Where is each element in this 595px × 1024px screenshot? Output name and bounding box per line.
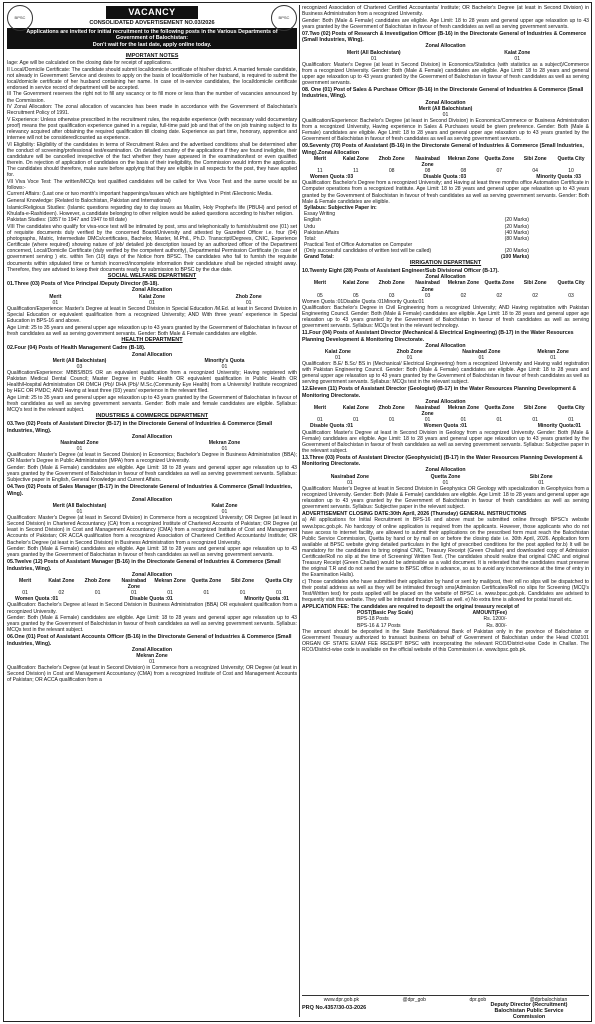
- zone-value: 01: [424, 417, 431, 424]
- note-item: Islamic/Religious Studies: (Islamic questions regarding day to day issues as Muslim, Holy Prophet's life (PBUH) and period of Khulafa-e-Rashideen). However, a candidate belonging to other religion would be asked questions according to his/her religion.: [7, 204, 297, 217]
- zone-name: Quetta City: [557, 405, 585, 412]
- zone-value: 01: [370, 55, 377, 62]
- zone-value: 03: [388, 292, 395, 299]
- left-post-title: 03.Two (02) Posts of Assistant Director (B-17) in the Directorate General of Industries & Commerce (Small Industries, Wing).: [7, 421, 273, 434]
- zone-name: Nasirabad Zone: [462, 348, 501, 355]
- left-post-age-limit: Age Limit: 25 to 35 years and general upper age relaxation up to 43 years granted by the Government of Balochistan in favour of fresh candidates as well as serving government servants. Gender: Both male and female candidates are eligible. Syllabus: MCQ's test in the relevant subject.: [7, 394, 297, 413]
- irrigation-post-qualification: Qualification: Master's Degree at least in Second Division in Geophysics OR Geology with specialization in Geophysics from a recognized University. Gender: Both (Male & Female) candidates are eligible. Age Limit: 18 to 28 years and general upper age relaxation up to 43 years granted by the Government of Balochistan in favour of fresh candidates as well as serving government servants. Syllabus: Subjective paper in the relevant subject.: [302, 485, 589, 511]
- social-link: dpr.gob: [469, 997, 487, 1003]
- note-item: Current Affairs: (Last one or two month's important happenings/issues which are highlighted in Print /Electronic Media.: [7, 191, 273, 198]
- zone-value: 01: [317, 417, 323, 424]
- irrigation-post-zone-heading: Zonal Allocation: [425, 342, 466, 349]
- syllabus-subject: Pakistan Affairs: [304, 229, 340, 236]
- irrigation-post-zone-heading: Zonal Allocation: [425, 399, 466, 406]
- instruction-d: The amount should be deposited in the State Bank/National Bank of Pakistan only in the province of Balochistan or Government Treasury authorized to transact business on behalf of Government of Balochistan under the Head C02101 ORGAN OF STATE EXAM FEE RECEIPT BPSC with incorporating the relevant RCO/District-wise Code in Challan. The RCO/District-wise code is available on the official website of this Commission i.e. www.bpsc.gob.pk.: [302, 628, 589, 653]
- social-link: @dprbalochistan: [529, 997, 568, 1003]
- fee-col-amount: AMOUNT(Fee): [472, 610, 507, 617]
- right-posts: [302, 31, 589, 205]
- signature-line-1: Deputy Director (Recruitment): [490, 1002, 568, 1008]
- zone-name: Nasirabad Zone: [330, 473, 369, 480]
- syllabus-marks: (20 Marks): [504, 217, 529, 224]
- zone-value: 01: [245, 299, 252, 306]
- zone-name: Kalat Zone: [342, 155, 369, 162]
- zone-name: Merit: [19, 578, 32, 585]
- zone-name: Nasirabad Zone: [415, 280, 440, 293]
- zone-value: 04: [532, 168, 539, 175]
- zone-name: Sibi Zone: [523, 405, 547, 412]
- zone-name: Zhob Zone: [378, 280, 405, 287]
- left-post-age-limit: Age Limit: 25 to 35 years and general upper age relaxation up to 43 years granted by the Government of Balochistan in favour of fresh candidates as well as serving government servants. Gender: Both Male & Female candidates are eligible.: [7, 324, 297, 337]
- note-item: III The Government reserves the right not to fill any vacancy or to fill more or less than the number of vacancies announced by the Commission.: [7, 91, 297, 104]
- practical-note: (Only successful candidates of written test will be called): [304, 247, 432, 254]
- zone-name: Zhob Zone: [84, 578, 111, 585]
- left-post-dept-heading: SOCIAL WELFARE DEPARTMENT: [107, 273, 197, 280]
- grand-total-marks: (100 Marks): [500, 253, 529, 260]
- zone-name: Kalat Zone: [138, 293, 166, 300]
- syllabus-subject: Total:: [304, 235, 317, 242]
- practical-marks: (20 Marks): [504, 247, 529, 254]
- zone-value: 01: [532, 417, 539, 424]
- zone-name: Zhob Zone: [235, 293, 262, 300]
- irrigation-heading: IRRIGATION DEPARTMENT: [409, 260, 482, 267]
- column-divider: [299, 5, 300, 1017]
- zone-value: 05: [352, 292, 359, 299]
- fee-heading: APPLICATION FEE: The candidates are required to deposit the original treasury receipt of: [302, 603, 519, 610]
- zone-name: Mekran Zone: [208, 440, 241, 447]
- practical-label: Practical Test of Office Automation on Computer: [304, 241, 413, 248]
- prq-number: PRQ No.4357/30-03-2026: [302, 1005, 367, 1011]
- emblem-left-icon: BPSC: [7, 5, 33, 31]
- zone-value: 01: [149, 299, 155, 306]
- zone-name: Zhob Zone: [378, 155, 405, 162]
- fee-rows: [357, 616, 507, 628]
- zone-name: Quetta City: [265, 578, 293, 585]
- zone-value: 03: [424, 292, 431, 299]
- fee-post: BPS-16 & 17 Posts: [357, 622, 401, 629]
- quota-item: Women Quota :01: [423, 423, 467, 430]
- zone-value: 01: [221, 446, 228, 453]
- irrigation-post-title: 11.Four (04) Posts of Assistant Director (Mechanical & Electrical Engineering) (B-17) in the Water Resources Planning Development & Monitoring Directorate.: [302, 330, 574, 343]
- zone-name: Mekran Zone: [154, 578, 186, 585]
- social-link: www.dpr.gob.pk: [323, 997, 360, 1003]
- note-item: V Experience: Unless otherwise prescribed in the recruitment rules, the requisite experience (with necessary valid documentary proof) means the post qualification experience gained in a regular, full-time paid job and that of the on job training subject to its relevancy acquired after obtaining the required qualification till closing date. Experience as part time, honorary, apprentice and internee will not be considered/counted as experience.: [7, 116, 297, 142]
- left-post-qualification: Qualification: Bachelor's Degree at least in Second Division in Business Administration (BBA) OR equivalent qualification from a recognized University.: [7, 602, 297, 615]
- zone-name: Quetta Zone: [430, 473, 461, 480]
- left-post-dept-heading: HEALTH DEPARTMENT: [121, 337, 183, 344]
- left-posts: [7, 273, 297, 683]
- right-post-title: 07.Two (02) Posts of Research & Investigation Officer (B-16) in the Directorate General of Industries & Commerce (Small Industries, Wing).: [302, 30, 587, 44]
- left-column: [7, 5, 297, 1017]
- right-post-title: 09.Seventy (70) Posts of Assistant (B-16) in the Directorate General of Industries & Commerce (Small Industries, Wing).Zonal Allocation: [302, 143, 584, 156]
- left-post-qualification: Qualification: Master's Degree (at least in Second Division) in Commerce from a recognized University; OR Degree (at least in Second Division) in Chartered Accountancy (CA) from a recognized Institute of Chartered Accounts of Pakistan; OR Degree (at least in Second Division) in Cost and Management Accountancy (CMA) from a recognized Institute of Cost and Management Accounts of Pakistan; OR ACCA qualification from a recognized Association of Chartered Certified Accountants/ Institute; OR Bachelor's Degree (at least in Second Division) in Business Administration from a recognized University.: [7, 515, 297, 546]
- left-post-qualification: Qualification/Experience: MBBS/BDS OR an equivalent qualification from a recognized University; Having registered with Pakistan Medical Dental Council; Master Degree in Public Health OR equivalent qualification in Public Health OR Health/Hospital Administration OR DMCH (Pb)/ DHA (Pb)/ M.Sc.(Community Eye Health) from a University/ Institute recognized by HEC OR PMDC; AND Having at least three (03) years' experience in the relevant filed.: [7, 369, 297, 395]
- zone-name: Quetta Zone: [484, 155, 515, 162]
- note-item: VII Viva Voce Test: The written/MCQs test qualified candidates will be called for Viva Voce Test and the same would be as follows:-: [7, 178, 297, 191]
- quota-item: Disable Quota :01: [310, 423, 354, 430]
- zone-name: Sibi Zone: [523, 155, 547, 162]
- instruction-a: a) All applications for Initial Recruitment in BPS-16 and above must be submitted online through BPSC's website www.bpsc.gob.pk. No hardcopy of online application is required from the applicants. However, those applicants who do not have access to internet facility, are allowed to submit their applications on the prescribed form must reach the Balochistan Public Service Commission, Quetta by hand or by mail on or before the closing date i.e. 30th April, 2026. Application form available at BPSC website giving detailed particulars in the light of prescribed conditions for the post applied for.b) It will be mandatory for the candidates to bring original CNIC, Treasury Receipt (Green Challan) and downloaded copy of Admission Certificate/Roll no slip at the time of Screening/ Written Test. (The candidates should realize that original CNIC and original Treasury Receipt (Green Challan) would be admissible as a valid document. It is reiterated that the candidates must preserve the original T.R and do not send the same to BPSC office in advance, so as to avoid any inconvenience at the time of entry in the Examination Halls).: [302, 517, 589, 579]
- syllabus-heading: Syllabus: Subjective Paper in:: [304, 205, 377, 212]
- zone-value: 03: [568, 292, 574, 299]
- zone-value: 02: [58, 590, 65, 597]
- zone-value: 01: [52, 299, 59, 306]
- zone-value: 11: [353, 168, 359, 175]
- advertisement-page: [3, 2, 592, 1022]
- fee-post: BPS-18 Posts: [357, 616, 389, 623]
- syllabus-essay: Essay Writing: [304, 211, 336, 218]
- quota-item: Minority Quota:01: [537, 423, 581, 430]
- left-post-age-limit: Gender: Both (Male & Female) candidates are eligible. Age Limit: 18 to 28 years and general upper age relaxation up to 43 years granted by the Government of Balochistan in favour of fresh candidates as well as serving government servants. Syllabus: MCQs test in the relevant subject.: [7, 615, 297, 634]
- syllabus-subject: English: [304, 217, 321, 224]
- zone-name: Kalat Zone: [342, 280, 369, 287]
- zone-value: 01: [276, 590, 282, 597]
- zone-value: 10: [568, 168, 574, 175]
- irrigation-post-zone-values: [302, 480, 589, 486]
- zone-name: Zhob Zone: [378, 405, 405, 412]
- zone-name: Kalat Zone: [324, 348, 351, 355]
- zone-value: 05: [317, 292, 323, 299]
- zone-name: Minority's Quota: [204, 357, 245, 364]
- zone-value: 01: [406, 354, 413, 361]
- fee-amount: Rs. 1200/-: [483, 616, 507, 623]
- irrigation-post-title: 13.Three (03) Posts of Assistant Director (Geophysicist) (B-17) in the Water Resources Planning Development & Monitoring Directorate.: [302, 454, 583, 468]
- general-heading: ADVERTISEMENT CLOSING DATE:30th April, 2026 (Thursday) GENERAL INSTRUCTIONS: [302, 511, 527, 518]
- zone-name: Kalat Zone: [342, 405, 369, 412]
- irrigation-post-qualification: Qualification: B.E/ B.Sc/ BS in (Mechanical/ Electrical Engineering) from a recognized University and Having valid registration with Pakistan Engineering Council. Gender: Both (Male & Female) candidates are eligible. Age Limit: 18 to 28 years and general upper age relaxation up to 43 years granted by the Government of Balochistan in favour of fresh candidates as well as serving government servants. Syllabus: MCQs test in the relevant subject.: [302, 361, 589, 386]
- zone-name: Nasirabad Zone: [415, 155, 440, 169]
- zone-value: 01: [76, 509, 83, 516]
- left-post-zone-heading: Zonal Allocation: [131, 287, 173, 294]
- note-item: Pakistan Studies: (1857 to 1947 and 1947 to till date): [7, 217, 127, 224]
- quota-item: Women Quota :03: [310, 174, 354, 181]
- right-post-zone-heading: Zonal Allocation: [425, 99, 466, 106]
- zone-value: 01: [442, 111, 449, 118]
- quota-item: Minority Quota :01: [244, 596, 289, 603]
- zone-name: Mekran Zone: [537, 348, 569, 355]
- zone-name: Merit (All Balochistan): [52, 503, 107, 509]
- header: [7, 5, 297, 53]
- zone-value: 01: [335, 354, 341, 361]
- notes-list: [7, 60, 297, 273]
- irrigation-post-zone-heading: Zonal Allocation: [425, 467, 466, 474]
- left-post-zone-values: [7, 364, 297, 370]
- syllabus-marks: (20 Marks): [504, 223, 529, 230]
- zone-name: Sibi Zone: [529, 473, 553, 480]
- post-06-gender: Gender: Both (Male & Female) candidates are eligible. Age Limit: 18 to 28 years and general upper age relaxation up to 43 years granted by the Government of Balochistan in favour of fresh candidates as well as serving government servants.: [302, 17, 589, 30]
- zone-name: Merit: [313, 155, 327, 162]
- zone-value: 01: [538, 479, 545, 486]
- zone-name: Merit: [313, 405, 327, 412]
- right-post-qualification: Qualification/Experience: Bachelor's Degree (at least in Second Division) in Economics/Commerce or Business Administration from a recognized University, Having experience in Sales & Purchases would be given preference. Gender: Both (Male & Female) candidates are eligible. Age Limit: 18 to 28 years and general upper age relaxation up to 43 years granted by the Government of Balochistan in favour of fresh candidates as well as serving government servants.: [302, 118, 589, 143]
- irrigation-post-quota-row: [302, 423, 589, 429]
- zone-value: 01: [239, 590, 246, 597]
- zone-value: 11: [317, 168, 323, 175]
- zone-name: Zhob Zone: [396, 348, 423, 355]
- zone-name: Merit (All Balochistan): [418, 105, 473, 112]
- right-post-zone-heading: Zonal Allocation: [425, 43, 466, 50]
- right-post-title: 08. One (01) Post of Sales & Purchase Officer (B-16) in the Directorate General of Industries & Commerce (Small Industries, Wing).: [302, 87, 584, 100]
- zone-name: Mekran Zone: [136, 653, 168, 660]
- zone-value: 02: [496, 292, 503, 299]
- zone-name: Nasirabad Zone: [60, 440, 99, 447]
- left-post-title: 04.Two (02) Posts of Sales Manager (B-17) in the Directorate General of Industries & Commerce (Small Industries, Wing).: [7, 484, 293, 497]
- syllabus-rows: [304, 217, 589, 241]
- zone-name: Merit: [313, 280, 327, 287]
- fee-table: [357, 610, 507, 628]
- left-post-zone-values: [7, 300, 297, 306]
- zone-value: 01: [221, 363, 228, 370]
- left-post-zone-heading: Zonal Allocation: [131, 496, 173, 503]
- right-post-zone-names: [302, 156, 589, 168]
- left-post-zone-heading: Zonal Allocation: [131, 646, 173, 653]
- zone-value: 01: [478, 354, 485, 361]
- zone-value: 01: [131, 590, 137, 597]
- signature-block: [469, 1002, 589, 1021]
- irrigation-post-quota-line: Women Quota :01Disable Quota :01Minority Quota:01: [302, 298, 425, 305]
- zone-value: 01: [442, 479, 449, 486]
- irrigation-post-zone-heading: Zonal Allocation: [425, 274, 466, 281]
- post-06-continued: recognized Association of Chartered Certified Accountants/ Institute; OR Bachelor's Degree (at least in Second Division) in Business Administration from a recognized University.: [302, 5, 589, 18]
- zone-value: 01: [94, 590, 101, 597]
- zone-name: Kalat Zone: [48, 578, 75, 585]
- lead-text-2: Don't wait for the last date, apply online today.: [92, 41, 212, 48]
- syllabus-marks: (40 Marks): [504, 229, 529, 236]
- left-post-zone-names: [7, 578, 297, 590]
- zone-value: 01: [352, 417, 359, 424]
- zone-value: 01: [76, 446, 83, 453]
- irrigation-post-zone-values: [302, 293, 589, 299]
- zone-value: 02: [532, 292, 539, 299]
- emblem-right-icon: BPSC: [271, 5, 297, 31]
- instruction-c: c) Those candidates who have submitted their application by hand or sent by mail/post, their roll no slips will be dispatched to their postal address as well as they will be intimated through sms(Admission Certificates/Roll no slips for Screening (MCQ's Test/Written test) for posts applied will be placed on the website of BPSC i.e. www.bpsc.gob.pk. Candidates are advised to frequently visit this website. They will be intimated through SMS as well. e) No extra time is allowed for postal transit etc.: [302, 578, 589, 604]
- lead-text: Applications are invited for initial recruitment to the following posts in the Various Departments of Government of Balochistan:: [26, 29, 278, 42]
- footer: [302, 995, 589, 1019]
- irrigation-posts: [302, 268, 589, 510]
- irrigation-post-zone-names: [302, 280, 589, 292]
- notes-heading: IMPORTANT NOTES: [125, 53, 179, 59]
- zone-value: 08: [424, 168, 431, 175]
- zone-name: Nasirabad Zone: [121, 578, 147, 591]
- zone-name: Sibi Zone: [523, 280, 547, 287]
- left-post-title: 05.Twelve (12) Posts of Assistant Manager (B-16) in the Directorate General of Industries & Commerce (Small Industries, Wing).: [7, 559, 281, 572]
- zone-name: Quetta City: [557, 155, 585, 162]
- zone-name: Quetta Zone: [484, 280, 515, 287]
- zone-value: 01: [568, 417, 574, 424]
- zone-value: 01: [167, 590, 173, 597]
- zone-value: 01: [514, 55, 521, 62]
- fee-amount: Rs. 800/-: [486, 622, 507, 629]
- irrigation-post-qualification: Qualification: Master's Degree at least in Second Division in Geology from a recognized University. Gender: Both (Male & Female) candidates are eligible. Age Limit: 18 to 28 years and general upper age relaxation up to 43 years granted by the Government of Balochistan in favour of fresh candidates as well as serving government servants. Syllabus: Subjective paper in the relevant subject.: [302, 429, 589, 454]
- zone-value: 03: [76, 363, 83, 370]
- note-item: IV Zonal Allocation: The zonal allocation of vacancies has been made in accordance with the Government of Balochistan's Recruitment Policy of 1991.: [7, 104, 297, 117]
- left-post-zone-heading: Zonal Allocation: [131, 351, 173, 358]
- left-post-qualification: Qualification/Experience: Master's Degree at least in Second Division in Special Education /M.Ed. at least in Second Division in Special Education or equivalent qualification from a recognized University; AND With three years' experience in Special Education in BPS-16 and above.: [7, 305, 297, 324]
- left-post-title: 02.Four (04) Posts of Health Management Cadre (B-18).: [7, 345, 146, 352]
- zone-value: 01: [460, 417, 467, 424]
- lead-banner: [7, 28, 297, 49]
- right-column: [302, 5, 589, 991]
- irrigation-post-qualification: Qualification: Bachelor's Degree in Civil Engineering from a recognized University; AND Having registration with Pakistan Engineering Council. Gender: Both (Male & Female) candidates are eligible. Age Limit: 18 to 28 years and general upper age relaxation up to 43 years granted by the Government of Balochistan in favour of fresh candidates as well as serving government servants. Syllabus: MCQs test in the relevant technology.: [302, 304, 589, 330]
- note-item: II Local/Domicile Certificate: The candidate should submit local/domicile certificate of his/her district. A married female candidate, not already in Government Service and desires to apply on the basis of local/domicile of her husband, is required to submit the local/domicile certificate of her husband containing her name. In case of in-service candidates, the local/domicile certificate endorsed in service record of department will be accepted.: [7, 66, 297, 91]
- syllabus-marks: (80 Marks): [504, 235, 529, 242]
- zone-name: Mekran Zone: [447, 155, 480, 162]
- irrigation-post-zone-names: [302, 405, 589, 417]
- zone-name: Mekran Zone: [447, 405, 480, 412]
- quota-item: Disable Quota :01: [129, 596, 173, 603]
- zone-name: Kalat Zone: [211, 503, 238, 509]
- zone-value: 08: [460, 168, 467, 175]
- left-post-qualification: Qualification: Master's Degree (at least in Second Division) in Economics; Bachelor's Degree in Business Administration (BBA); OR Master's Degree in Public Administration (MPA) from a recognized University.: [7, 452, 297, 465]
- zone-name: Merit (All Balochistan): [52, 357, 107, 364]
- left-post-zone-heading: Zonal Allocation: [131, 571, 173, 578]
- zone-name: Quetta Zone: [191, 578, 222, 585]
- irrigation-post-title: 12.Eleven (11) Posts of Assistant Director (Geologist) (B-17) in the Water Resources Planning Development & Monitoring Directorate.: [302, 386, 577, 399]
- quota-item: Minority Quota :03: [536, 174, 581, 181]
- signature-line-2: Balochistan Public Service: [494, 1008, 564, 1015]
- grand-total-label: Grand Total:: [304, 253, 334, 260]
- zone-value: 01: [550, 354, 556, 361]
- left-post-qualification: Qualification: Bachelor's Degree (at least in Second Division) in Commerce from a recognized University; OR Degree (at least in Second Division) in Cost and Management Accountancy (CMA) from a recognized Institute of Cost and Management Accounts of Pakistan; OR ACCA qualification from a: [7, 665, 297, 684]
- zone-value: 01: [149, 659, 155, 666]
- zone-name: Kalat Zone: [504, 49, 531, 56]
- left-post-dept-heading: INDUSTRIES & COMMERCE DEPARTMENT: [95, 413, 209, 420]
- note-item: VIII The candidates who qualify for viva-voce test will be intimated by post, sms and telephonically to furnish/submit one (01) set of requisite documents duly verified by the concerned Board/University and attested by Gazetted Officer i.e. four (04) photographs, Matric, Intermediate DMCs/certificates, Bachelor, Master, M.Phil., Ph.D. Transcript/Degrees, CNIC, Experience Certificate (where required) showing nature of job/ detailed job description issued by an authorized officer of the Department concerned, Local/Domicile Certificate (duly verified by the competent authority), Departmental Permission Certificate (in case of government serving ) etc. within Ten (10) days of the Notice from BPSC. The candidates who fail to furnish the requisite documents within stipulated time or furnish incorrect/incomplete information their candidature shall be rejected straight away. Therefore, they are advised to keep their documents ready for submission to BPSC by the due date.: [7, 223, 297, 273]
- zone-value: 01: [347, 479, 353, 486]
- zone-name: Merit: [49, 293, 62, 300]
- zone-name: Quetta Zone: [484, 405, 515, 412]
- vacancy-title: VACANCY: [106, 6, 197, 19]
- zone-value: 01: [22, 590, 28, 597]
- zone-name: Mekran Zone: [447, 280, 480, 287]
- quota-item: Disable Quota :03: [423, 174, 467, 181]
- zone-name: Nasirabad Zone: [415, 405, 440, 418]
- left-post-title: 06.One (01) Post of Assistant Accounts Officer (B-16) in the Directorate General of Industries & Commerce (Small Industries, Wing).: [7, 634, 292, 647]
- zone-value: 01: [203, 590, 210, 597]
- note-item: Iage: Age will be calculated on the closing date for receipt of applications.: [7, 60, 173, 66]
- fee-col-post: POST(Basic Pay Scale): [357, 610, 414, 617]
- left-post-zone-heading: Zonal Allocation: [131, 434, 173, 441]
- left-post-age-limit: Gender: Both (Male & Female) candidates are eligible. Age Limit: 18 to 28 years and general upper age relaxation up to 43 years granted by the Government of Balochistan in favour of fresh candidates as well as serving government servants. Syllabus: Subjective paper in English, General Knowledge and Current Affairs.: [7, 465, 297, 484]
- zone-value: 07: [496, 168, 503, 175]
- left-post-age-limit: Gender: Both (Male & Female) candidates are eligible. Age Limit: 18 to 28 years and general upper age relaxation up to 43 years granted by the Government of Balochistan in favour of fresh candidates as well as serving government servants.: [7, 546, 297, 559]
- zone-value: 02: [460, 292, 467, 299]
- left-post-title: 01.Three (03) Posts of Vice Principal /Deputy Director (B-18).: [7, 281, 159, 288]
- note-item: General Knowledge: (Related to Balochistan, Pakistan and International): [7, 198, 171, 205]
- note-item: VI Eligibility: Eligibility of the candidates in terms of Recruitment Rules and the advertised conditions shall be determined after the conduct of screening/professional test/examination. On detailed scrutiny of the applications if they are found ineligible, their candidature will be cancelled irrespective of the fact whether they have appeared in the examination/test or even qualified therein. On rejection of application of candidates on the basis of their ineligibility, the Commission would inform the applicants. The candidates should therefore, make sure before applying that they are eligible in all respects for the post, they have applied for.: [7, 141, 297, 179]
- zone-name: Sibi Zone: [231, 578, 255, 585]
- right-post-zone-values: [302, 56, 589, 62]
- zone-value: 01: [221, 509, 228, 516]
- signature-line-3: Commission: [512, 1014, 546, 1021]
- right-post-qualification: Qualification: Master's Degree (at least in Second Division) in Economics/Statistics (with statistics as a subject)/Commerce from a recognized University. Gender: Both (Male & Female) candidates are eligible. Age Limit: 18 to 28 years and general upper age relaxation up to 43 years granted by the Government of Balochistan in favour of fresh candidates as well as serving government servants.: [302, 61, 589, 87]
- right-post-qualification: Qualification: Bachelor's Degree from a recognized University; and Having at least three months office Automation Certificate in Computer operations from a recognized Institute. Age Limit: 18 to 28 years and general upper age relaxation up to 43 years granted by the Government of Balochistan in favour of fresh candidates as well as serving government servants. Gender: Both Male & Female candidates are eligible.: [302, 180, 589, 205]
- irrigation-post-title: 10.Twenty Eight (28) Posts of Assistant Engineer/Sub Divisional Officer (B-17).: [302, 268, 499, 275]
- zone-value: 08: [388, 168, 395, 175]
- advertisement-number: CONSOLIDATED ADVERTISEMENT NO.03/2026: [89, 20, 215, 26]
- zone-value: 01: [496, 417, 503, 424]
- syllabus-subject: Urdu: [304, 223, 316, 230]
- syllabus-block: [302, 205, 589, 260]
- social-link: @dpr_gob: [402, 997, 426, 1003]
- zone-name: Merit (All Balochistan): [346, 49, 401, 56]
- zone-value: 01: [388, 417, 395, 424]
- zone-name: Quetta City: [557, 280, 585, 287]
- quota-item: Women Quota :01: [15, 596, 59, 603]
